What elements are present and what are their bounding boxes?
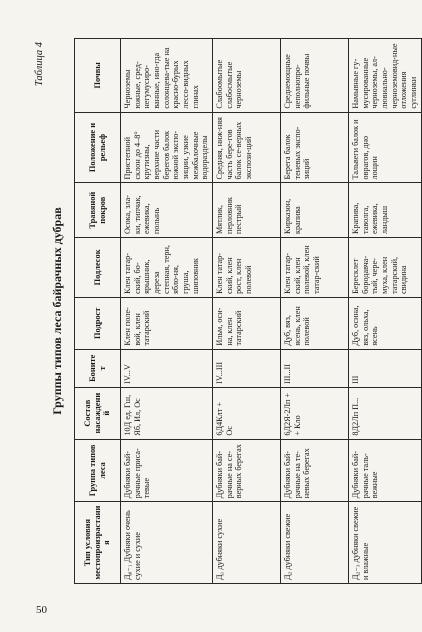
table-cell: IV...V bbox=[121, 349, 213, 387]
rotated-page bbox=[34, 38, 419, 584]
table-cell: Мятлик, перловник пестрый bbox=[213, 183, 281, 238]
table-cell: Слабоомытые слабосмытые черноземы bbox=[213, 39, 281, 113]
table-cell: Среднемощные неполнопро-фильные почвы bbox=[281, 39, 349, 113]
table-cell: Дубняки бай-рачные приса-тевые bbox=[121, 439, 213, 502]
table-caption: Таблица 4 bbox=[34, 42, 45, 87]
table-cell: Ильм, оси-на, клен татарский bbox=[213, 297, 281, 349]
table-cell: Осока, зла-ки, типчак, ежевика, полынь bbox=[121, 183, 213, 238]
table-cell: Кирказон, крапива bbox=[281, 183, 349, 238]
table-cell: Дуб, вяз, ясень, клен полевой bbox=[281, 297, 349, 349]
table-cell: Дубняки бай-рачные на се-верных берегах bbox=[213, 439, 281, 502]
table-cell: Д₂₋₃ дубняки свежие и влажные bbox=[349, 502, 422, 584]
table-row bbox=[281, 39, 349, 584]
table-cell: Черноземы южные, сред-негумусиро-ванные, ино-гда солонцева-тые на красно-бурых лессо-видных глинах bbox=[121, 39, 213, 113]
table-cell: Берега балок теневых экспо-зиций bbox=[281, 112, 349, 183]
table-cell: III...II bbox=[281, 349, 349, 387]
table-cell: 6Д2Я-2Лп + + Кло bbox=[281, 387, 349, 439]
header-cell: Тип условия местопроизрастания bbox=[75, 502, 121, 584]
table-cell: Тальвеги балок и оврагов, дно лощин bbox=[349, 112, 422, 183]
table-cell: IV...III bbox=[213, 349, 281, 387]
table-cell: Пристепной склон до 4–8° крутизны, верхние части берегов балок южной экспо-зиции, узкие межбалочные водоразделы bbox=[121, 112, 213, 183]
header-cell: Травяной покров bbox=[75, 183, 121, 238]
header-cell: Состав насаждений bbox=[75, 387, 121, 439]
table-cell: Дуб, осина, вяз, ольха, ясень bbox=[349, 297, 422, 349]
header-row bbox=[75, 39, 121, 584]
table-cell: Дубняки бай-рачные на те-невых берегах bbox=[281, 439, 349, 502]
table-row bbox=[213, 39, 281, 584]
header-cell: Подрост bbox=[75, 297, 121, 349]
table-cell: Крапива, таволга, ежевика, ландыш bbox=[349, 183, 422, 238]
table-row bbox=[121, 39, 213, 584]
table-cell: Клен татар-ский, клен рост, клен полевой bbox=[213, 237, 281, 297]
header-cell: Бонитет bbox=[75, 349, 121, 387]
table-cell: III bbox=[349, 349, 422, 387]
table-cell: 8Д2Лп П... bbox=[349, 387, 422, 439]
table-cell: 6Д4Клт + Ос bbox=[213, 387, 281, 439]
header-cell: Почвы bbox=[75, 39, 121, 113]
table-cell: Клен поле-вой, клен татарский bbox=[121, 297, 213, 349]
header-cell: Подлесок bbox=[75, 237, 121, 297]
table-cell: 10Д ед. Гш, Яб, Ил, Ос bbox=[121, 387, 213, 439]
table-cell: Бересклет бородавча-тый, чере-муха, клен татарский, свидина bbox=[349, 237, 422, 297]
table-cell: Дубняки бай-рачные таль-вежные bbox=[349, 439, 422, 502]
header-cell: Группа типов леса bbox=[75, 439, 121, 502]
table-cell: Д₂ дубняки свежие bbox=[281, 502, 349, 584]
table-cell: Средняя, ниж-няя часть бере-гов балок се-верных экспози-ций bbox=[213, 112, 281, 183]
table-cell: Клен татар-ский, клен полевой, клен татар-ский bbox=[281, 237, 349, 297]
forest-types-table bbox=[74, 38, 422, 584]
table-cell: Д₀₋₁ Дубняки очень сухие и сухие bbox=[121, 502, 213, 584]
table-cell: Клен татар-ский, бо-ярышник, дереза степная, терн, ябло-ня, груша, шиповник bbox=[121, 237, 213, 297]
table-cell: Намывные гу-мусированные черноземы, ал-лювиально-черноземовид-ные отложения суглинки bbox=[349, 39, 422, 113]
page-number: 50 bbox=[36, 604, 47, 616]
table-row bbox=[349, 39, 422, 584]
table-title: Группы типов леса байрачных дубрав bbox=[50, 207, 64, 415]
header-cell: Положение и рельеф bbox=[75, 112, 121, 183]
table-cell: Д₁ дубняки сухие bbox=[213, 502, 281, 584]
